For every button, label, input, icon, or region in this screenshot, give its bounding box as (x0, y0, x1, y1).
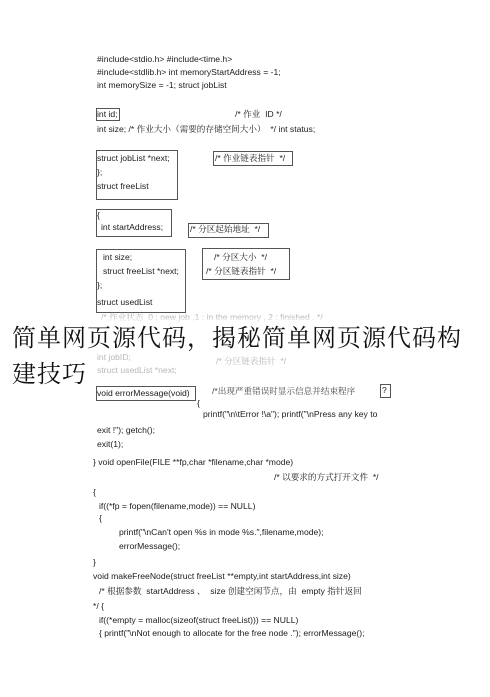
code-comment: /* 以要求的方式打开文件 */ (274, 472, 379, 482)
code-line: #include<stdlib.h> int memoryStartAddress = -1; (97, 67, 281, 77)
code-comment: /*出现严重错误时显示信息并结束程序 (212, 386, 356, 396)
code-comment: /* 分区起始地址 */ (190, 224, 261, 234)
code-line: printf("\n\tError !\a"); printf("\nPress any key to (203, 409, 378, 419)
code-line: int size; (103, 252, 133, 262)
code-line: struct jobList *next; (97, 153, 170, 163)
code-comment: /* 分区链表指针 */ (206, 266, 277, 276)
code-line: if((*fp = fopen(filename,mode)) == NULL) (99, 501, 256, 511)
code-comment: ? (382, 385, 387, 395)
code-line: { (97, 210, 100, 220)
code-comment: /* 作业链表指针 */ (215, 153, 286, 163)
code-line: int id; (97, 109, 118, 119)
code-line: } void openFile(FILE **fp,char *filename,char *mode) (93, 457, 294, 467)
code-line: int size; /* 作业大小（需要的存储空间大小） */ int status; (97, 124, 316, 134)
code-line: { printf("\nNot enough to allocate for the free node ."); errorMessage(); (99, 628, 365, 638)
code-line: if((*empty = malloc(sizeof(struct freeList))) == NULL) (99, 615, 299, 625)
code-comment: /* 根据参数 startAddress 、 size 创建空闲节点，由 empty 指针返回 (99, 586, 362, 596)
code-line: struct freeList (97, 181, 149, 191)
code-line: struct usedList (97, 297, 153, 307)
code-line: exit(1); (97, 439, 124, 449)
code-line: { (99, 513, 102, 523)
code-line: */ { (93, 601, 104, 611)
code-line: int startAddress; (101, 222, 164, 232)
code-comment: /* 作业 ID */ (235, 109, 282, 119)
code-line: } (93, 557, 96, 567)
code-line: void makeFreeNode(struct freeList **empty,int startAddress,int size) (93, 571, 351, 581)
code-line: printf("\nCan't open %s in mode %s.",filename,mode); (119, 527, 324, 537)
code-line: struct freeList *next; (103, 266, 179, 276)
code-line: int memorySize = -1; struct jobList (97, 80, 227, 90)
code-comment: /* 分区大小 */ (214, 252, 268, 262)
overlay-title: 简单网页源代码，揭秘简单网页源代码构建技巧 (12, 324, 462, 388)
code-line: }; (97, 167, 103, 177)
code-line: #include<stdio.h> #include<time.h> (97, 54, 233, 64)
code-comment: /* 分区链表指针 */ (216, 356, 287, 366)
code-line: struct usedList *next; (97, 365, 177, 375)
code-line: { (197, 398, 200, 408)
code-line: }; (97, 280, 103, 290)
code-line: { (93, 487, 96, 497)
code-comment: /* 作业状态 0 : new job ,1 : in the memory , 2 : finished . */ (101, 312, 323, 322)
code-line: errorMessage(); (119, 541, 181, 551)
code-line: void errorMessage(void) (97, 388, 190, 398)
code-line: exit !"); getch(); (97, 425, 155, 435)
code-line: int jobID; (97, 352, 131, 362)
